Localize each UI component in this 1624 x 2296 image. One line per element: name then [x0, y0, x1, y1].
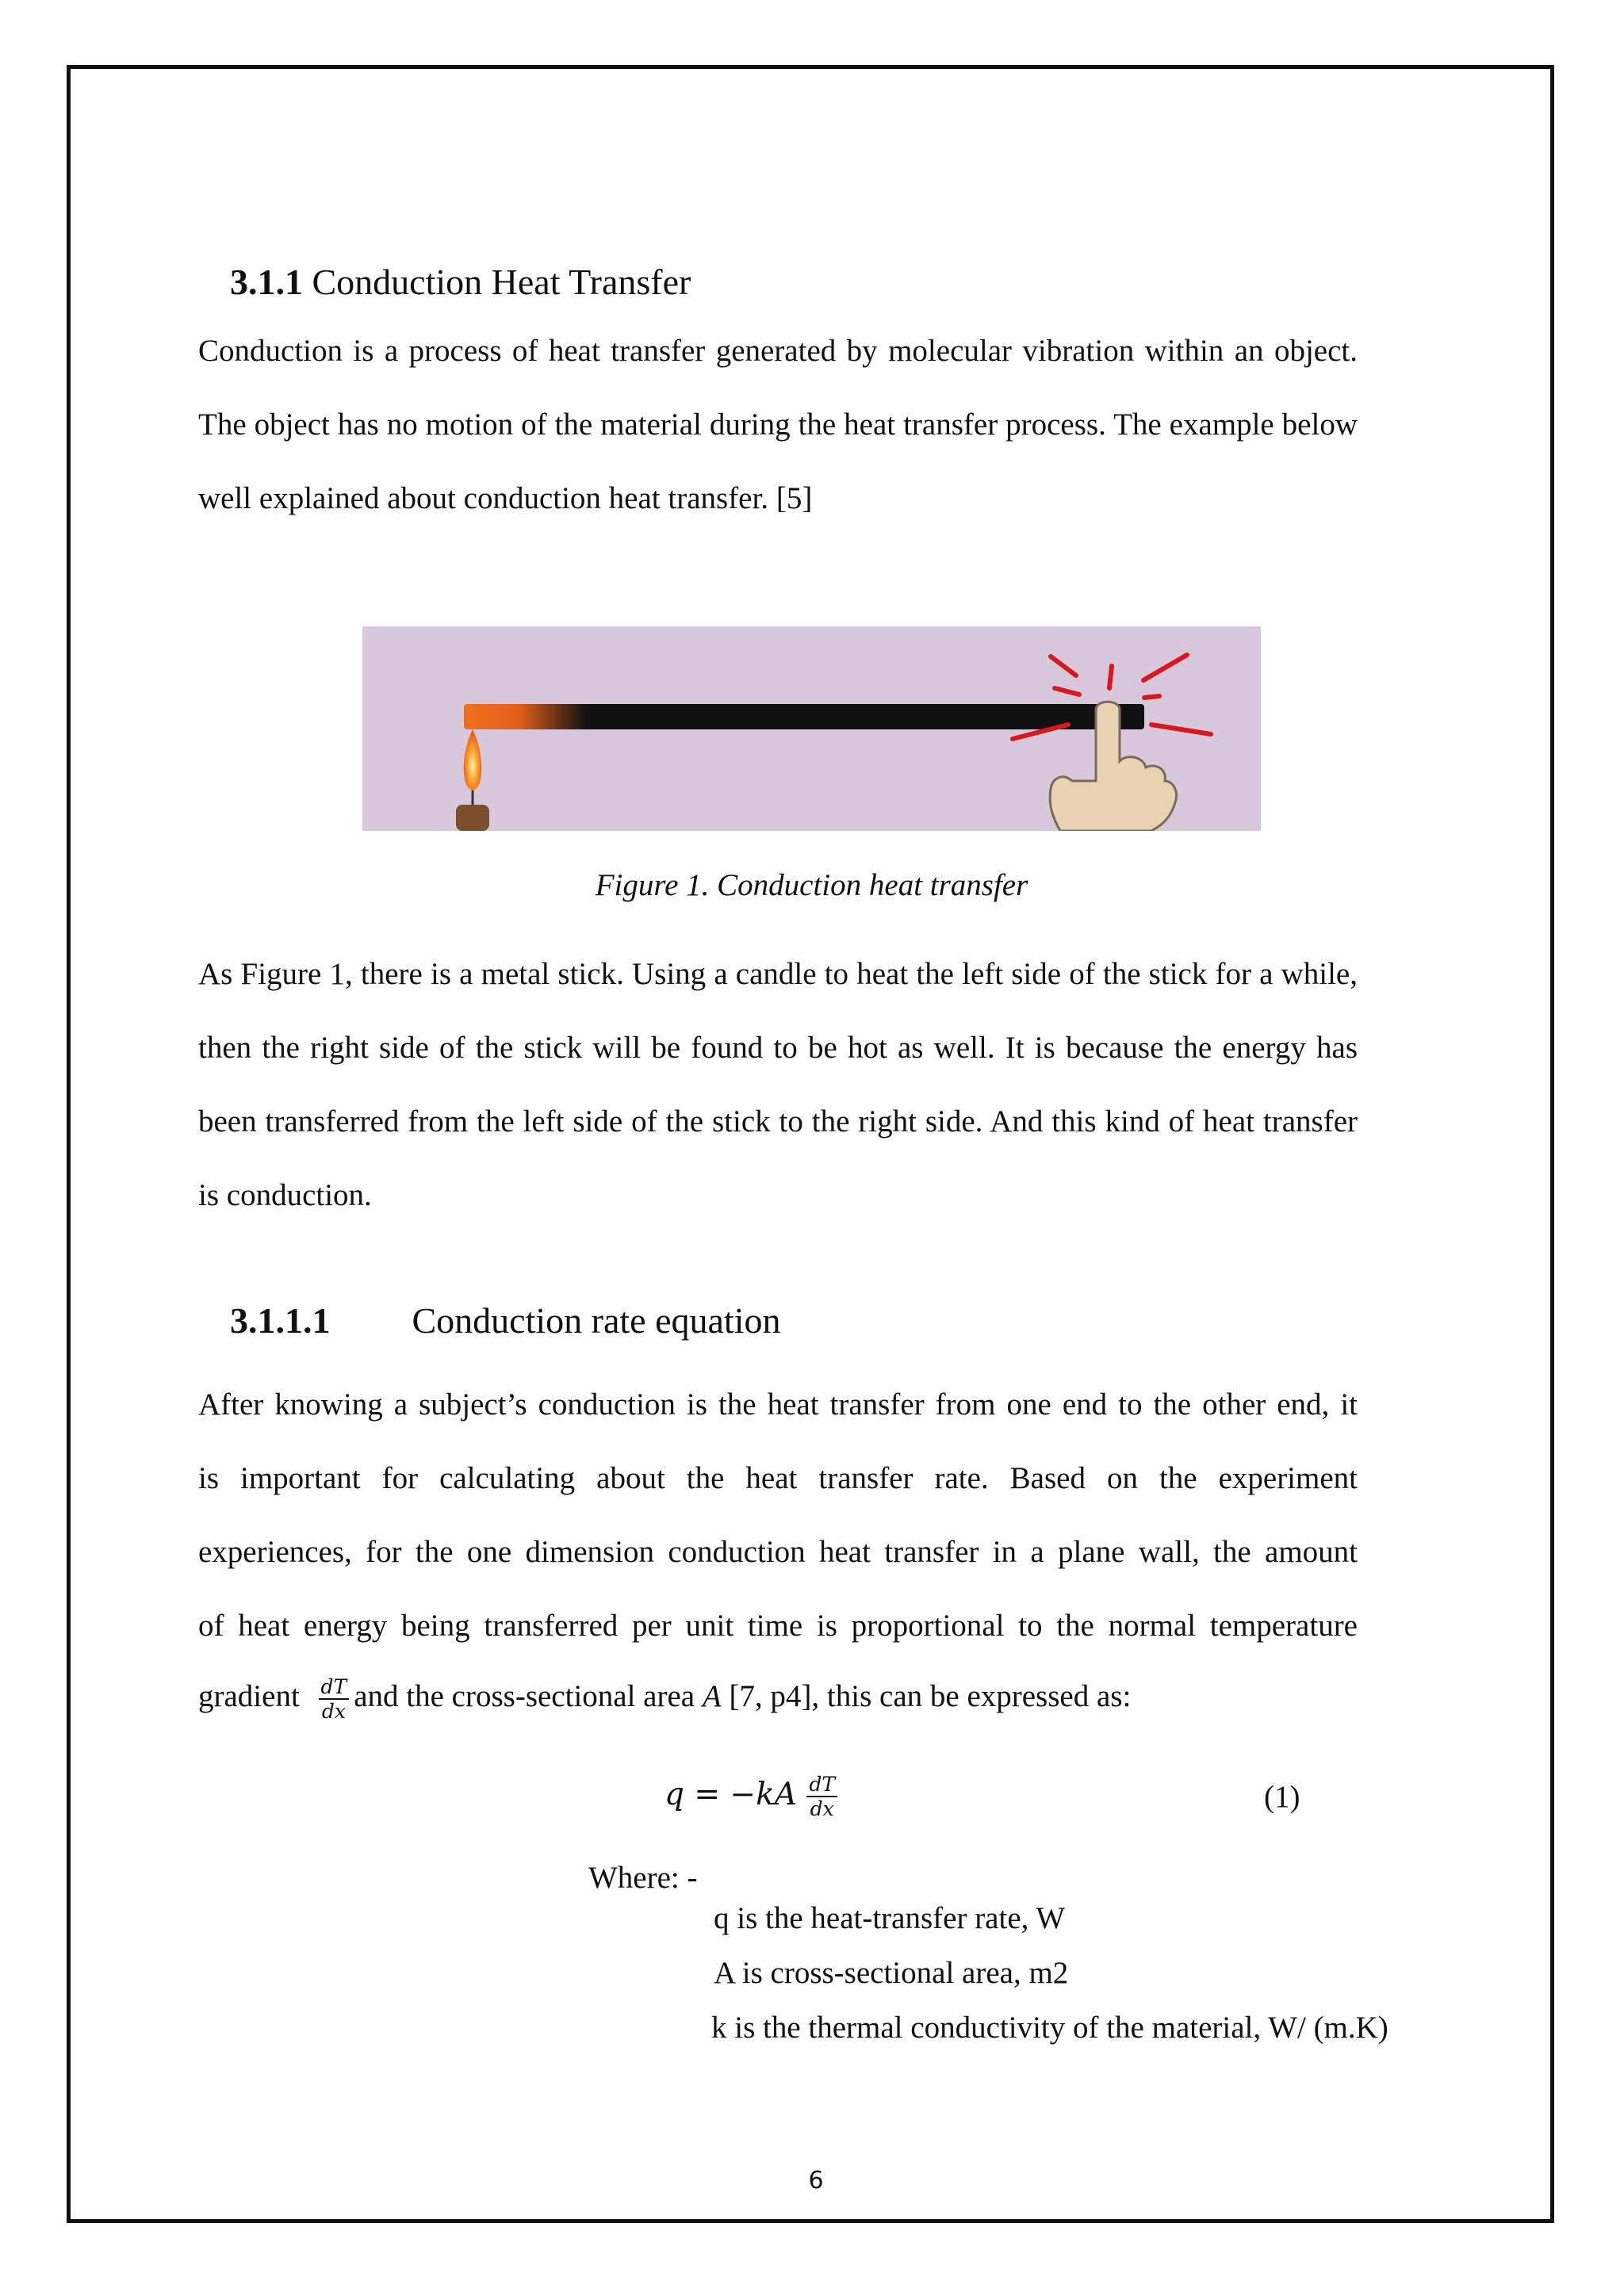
rate-line-5: [198, 1671, 1358, 1723]
figure-caption: Figure 1. Conduction heat transfer: [595, 868, 1028, 902]
rate-line-2: is important for calculating about the heat transfer rate. Based on the experiment: [198, 1461, 1358, 1495]
subsection-heading: [230, 1299, 781, 1343]
subsection-number: 3.1.1.1: [230, 1300, 331, 1341]
conduction-illustration: [362, 626, 1261, 831]
gradient-suffix-b: [7, p4], this can be expressed as:: [721, 1679, 1132, 1713]
equation: [665, 1768, 837, 1822]
equation-denominator: dx: [810, 1797, 834, 1820]
rate-line-1: After knowing a subject’s conduction is the heat transfer from one end to the other end, it: [198, 1387, 1358, 1422]
metal-stick: [464, 704, 1144, 729]
subsection-title: Conduction rate equation: [412, 1300, 781, 1341]
page-number: 6: [808, 2167, 824, 2195]
equation-fraction: [806, 1773, 837, 1820]
gradient-word: gradient: [198, 1679, 300, 1713]
gradient-fraction: [319, 1675, 350, 1723]
conduction-figure: [362, 626, 1261, 831]
gradient-denominator: dx: [321, 1700, 346, 1724]
rate-line-4: of heat energy being transferred per unit time is proportional to the normal temperature: [198, 1609, 1358, 1643]
explanation-paragraph: As Figure 1, there is a metal stick. Using a candle to heat the left side of the stick for a while, then the right side of the stick will be found to be hot as well. It is because the energy has been transferred from the left side of the stick to the right side. And this kind of heat transfer is conduction.: [198, 957, 1358, 1212]
intro-paragraph: Conduction is a process of heat transfer generated by molecular vibration within an object. The object has no motion of the material during the heat transfer process. The example below well explained about conduction heat transfer. [5]: [198, 334, 1358, 515]
section-heading: [230, 260, 691, 304]
where-item-k: k is the thermal conductivity of the material, W/ (m.K): [711, 2011, 1388, 2045]
equation-number: (1): [1264, 1780, 1300, 1814]
section-number: 3.1.1: [230, 262, 303, 302]
where-item-a: A is cross-sectional area, m2: [714, 1956, 1069, 1990]
gradient-var: A: [702, 1679, 722, 1713]
rate-line-3: experiences, for the one dimension conduction heat transfer in a plane wall, the amount: [198, 1535, 1358, 1569]
candle-body: [456, 805, 489, 831]
equation-lhs: q = −kA: [665, 1777, 797, 1812]
where-item-q: q is the heat-transfer rate, W: [714, 1901, 1066, 1935]
section-title: Conduction Heat Transfer: [312, 262, 691, 302]
where-label: Where: -: [588, 1861, 698, 1895]
equation-numerator: dT: [806, 1773, 837, 1797]
gradient-suffix-a: and the cross-sectional area: [354, 1679, 703, 1713]
gradient-numerator: dT: [319, 1675, 350, 1700]
